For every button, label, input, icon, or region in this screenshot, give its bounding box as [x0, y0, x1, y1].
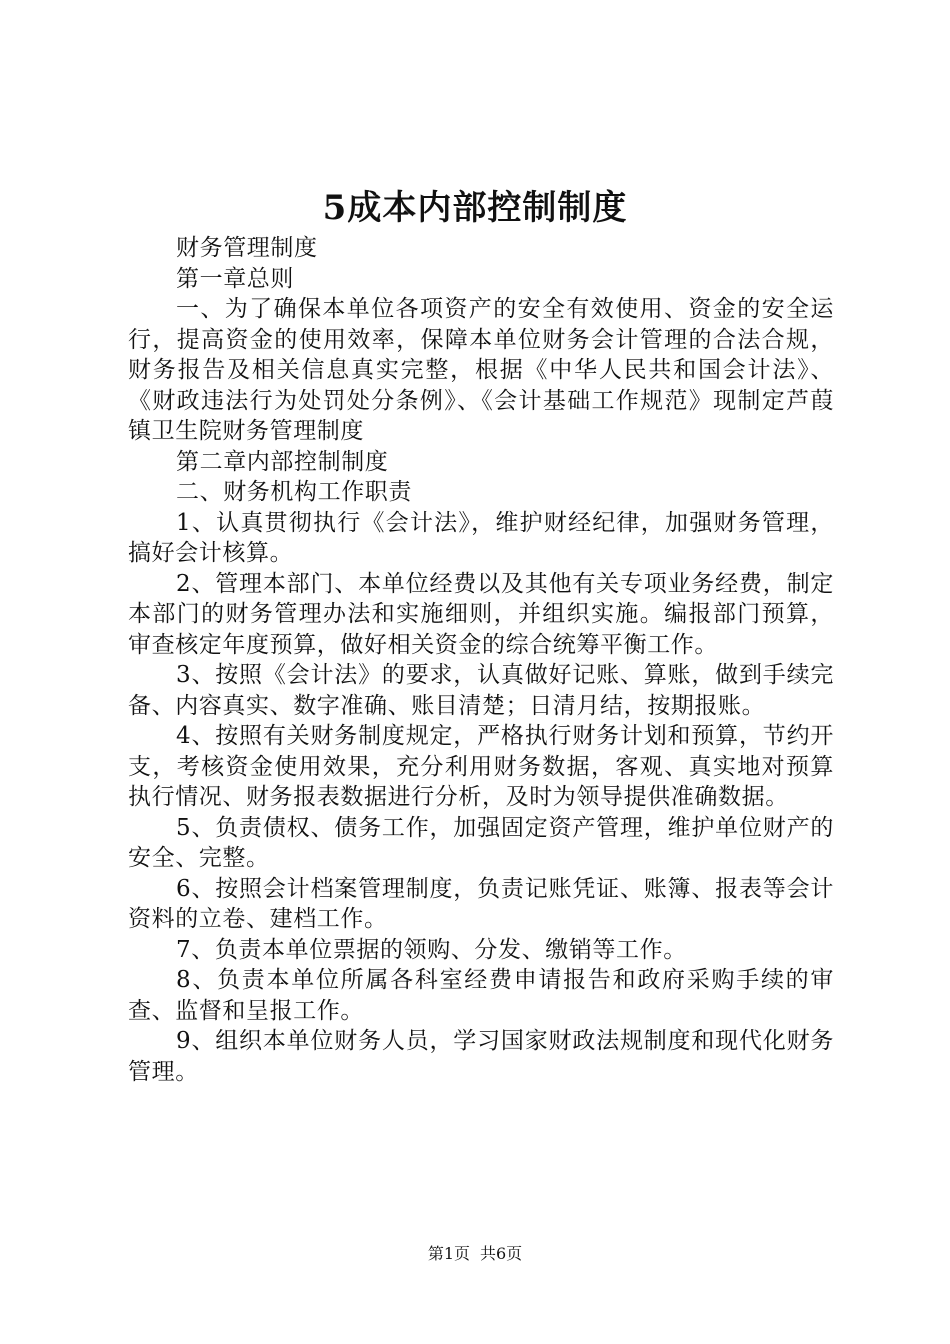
list-item: 6、按照会计档案管理制度，负责记账凭证、账簿、报表等会计资料的立卷、建档工作。	[128, 875, 834, 932]
page-footer	[0, 1243, 950, 1265]
list-item: 8、负责本单位所属各科室经费申请报告和政府采购手续的审查、监督和呈报工作。	[128, 967, 834, 1024]
list-item: 2、管理本部门、本单位经费以及其他有关专项业务经费，制定本部门的财务管理办法和实施细则，并组织实施。编报部门预算，审查核定年度预算，做好相关资金的综合统筹平衡工作。	[128, 570, 834, 658]
list-item: 9、组织本单位财务人员，学习国家财政法规制度和现代化财务管理。	[128, 1028, 834, 1085]
paragraph: 财务管理制度	[176, 235, 318, 261]
chapter-heading: 第一章总则	[176, 265, 294, 292]
chapter-heading: 第二章内部控制制度	[176, 448, 389, 475]
paragraph: 一、为了确保本单位各项资产的安全有效使用、资金的安全运行，提高资金的使用效率，保障本单位财务会计管理的合法合规，财务报告及相关信息真实完整，根据《中华人民共和国会计法》、《财政违法行为处罚处分条例》、《会计基础工作规范》现制定芦葭镇卫生院财务管理制度	[128, 296, 834, 444]
page-number: 第1页	[427, 1244, 470, 1263]
list-item: 5、负责债权、债务工作，加强固定资产管理，维护单位财产的安全、完整。	[128, 814, 834, 871]
list-item: 3、按照《会计法》的要求，认真做好记账、算账，做到手续完备、内容真实、数字准确、账目清楚；日清月结，按期报账。	[128, 662, 834, 719]
list-item: 7、负责本单位票据的领购、分发、缴销等工作。	[176, 936, 687, 963]
document-title: 5成本内部控制制度	[322, 188, 628, 228]
document-body	[128, 233, 834, 1087]
page-total: 共6页	[480, 1244, 523, 1263]
section-heading: 二、财务机构工作职责	[176, 479, 412, 505]
list-item: 1、认真贯彻执行《会计法》，维护财经纪律，加强财务管理，搞好会计核算。	[128, 509, 834, 566]
list-item: 4、按照有关财务制度规定，严格执行财务计划和预算，节约开支，考核资金使用效果，充分利用财务数据，客观、真实地对预算执行情况、财务报表数据进行分析，及时为领导提供准确数据。	[128, 723, 834, 810]
